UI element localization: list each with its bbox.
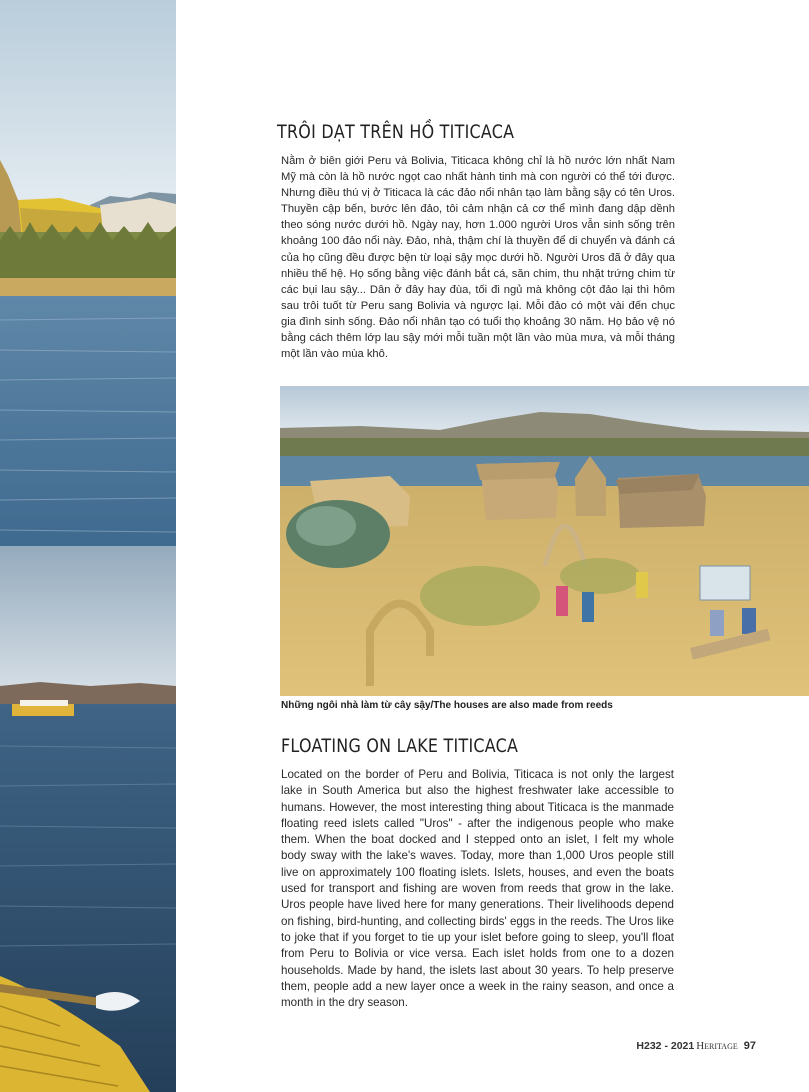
photo-caption: Những ngôi nhà làm từ cây sậy/The houses are also made from reeds [281, 700, 613, 711]
reed-houses-photo [280, 386, 809, 696]
article-body-vn: Nằm ở biên giới Peru và Bolivia, Titicaca không chỉ là hồ nước lớn nhất Nam Mỹ mà còn là hồ nước ngọt cao nhất hành tinh mà con người có thể tới được. Nhưng điều thú vị ở Titicaca là các đảo nổi nhân tạo làm bằng sậy có tên Uros. Thuyền cập bến, bước lên đảo, tôi cảm nhận cả cơ thể mình đang dập dềnh theo sóng nước dưới hồ. Ngày nay, hơn 1.000 người Uros vẫn sinh sống trên khoảng 100 đảo nổi này. Đảo, nhà, thậm chí là thuyền để di chuyển và đánh cá của họ cũng đều được bện từ loại sậy mọc dưới hồ. Người Uros đã ở đây qua nhiều thế hệ. Họ sống bằng việc đánh bắt cá, săn chim, thu nhặt trứng chim từ các bụi lau sậy... Dân ở đây hay đùa, tối đi ngủ mà không cột đảo lại thì hôm sau trôi tuốt từ Peru sang Bolivia và ngược lại. Mỗi đảo có một vài đến chục gia đình sinh sống. Đảo nổi nhân tạo có tuổi thọ khoảng 30 năm. Họ bảo vệ nó bằng cách thêm lớp lau sậy mới mỗi tuần một lần vào mùa mưa, và mỗi tháng một lần vào mùa khô. [281, 155, 675, 361]
magazine-name: Heritage [696, 1040, 738, 1052]
issue-number: H232 - 2021 [636, 1040, 695, 1052]
left-photo-strip [0, 0, 176, 1092]
article-body-en: Located on the border of Peru and Bolivia, Titicaca is not only the largest lake in South America but also the highest freshwater lake accessible to humans. However, the most interesting thing about Titicaca is the manmade floating reed islets called "Uros" - after the indigenous people who make them. When the boat docked and I stepped onto an islet, I felt my whole body sway with the lake's waves. Today, more than 1,000 Uros people still live on approximately 100 floating islets. Islets, houses, and even the boats used for transport and fishing are woven from reeds that grow in the lake. Uros people have lived here for many generations. Their livelihoods depend on fishing, bird-hunting, and collecting birds' eggs in the reeds. The Uros like to joke that if you forget to tie up your islet before going to sleep, you'll float from Peru to Bolivia or vice versa. Each islet holds from one to a dozen households. Made by hand, the islets last about 30 years. To help preserve them, people add a new layer once a week in the rainy season, and once a month in the dry season. [281, 768, 674, 1010]
article-title-vn: TRÔI DẠT TRÊN HỒ TITICACA [277, 122, 515, 143]
article-title-en: FLOATING ON LAKE TITICACA [281, 736, 519, 757]
page-number: 97 [743, 1040, 756, 1052]
page-footer [636, 1040, 756, 1052]
reed-island-lake-photo [0, 0, 176, 546]
boat-on-lake-photo [0, 546, 176, 1092]
